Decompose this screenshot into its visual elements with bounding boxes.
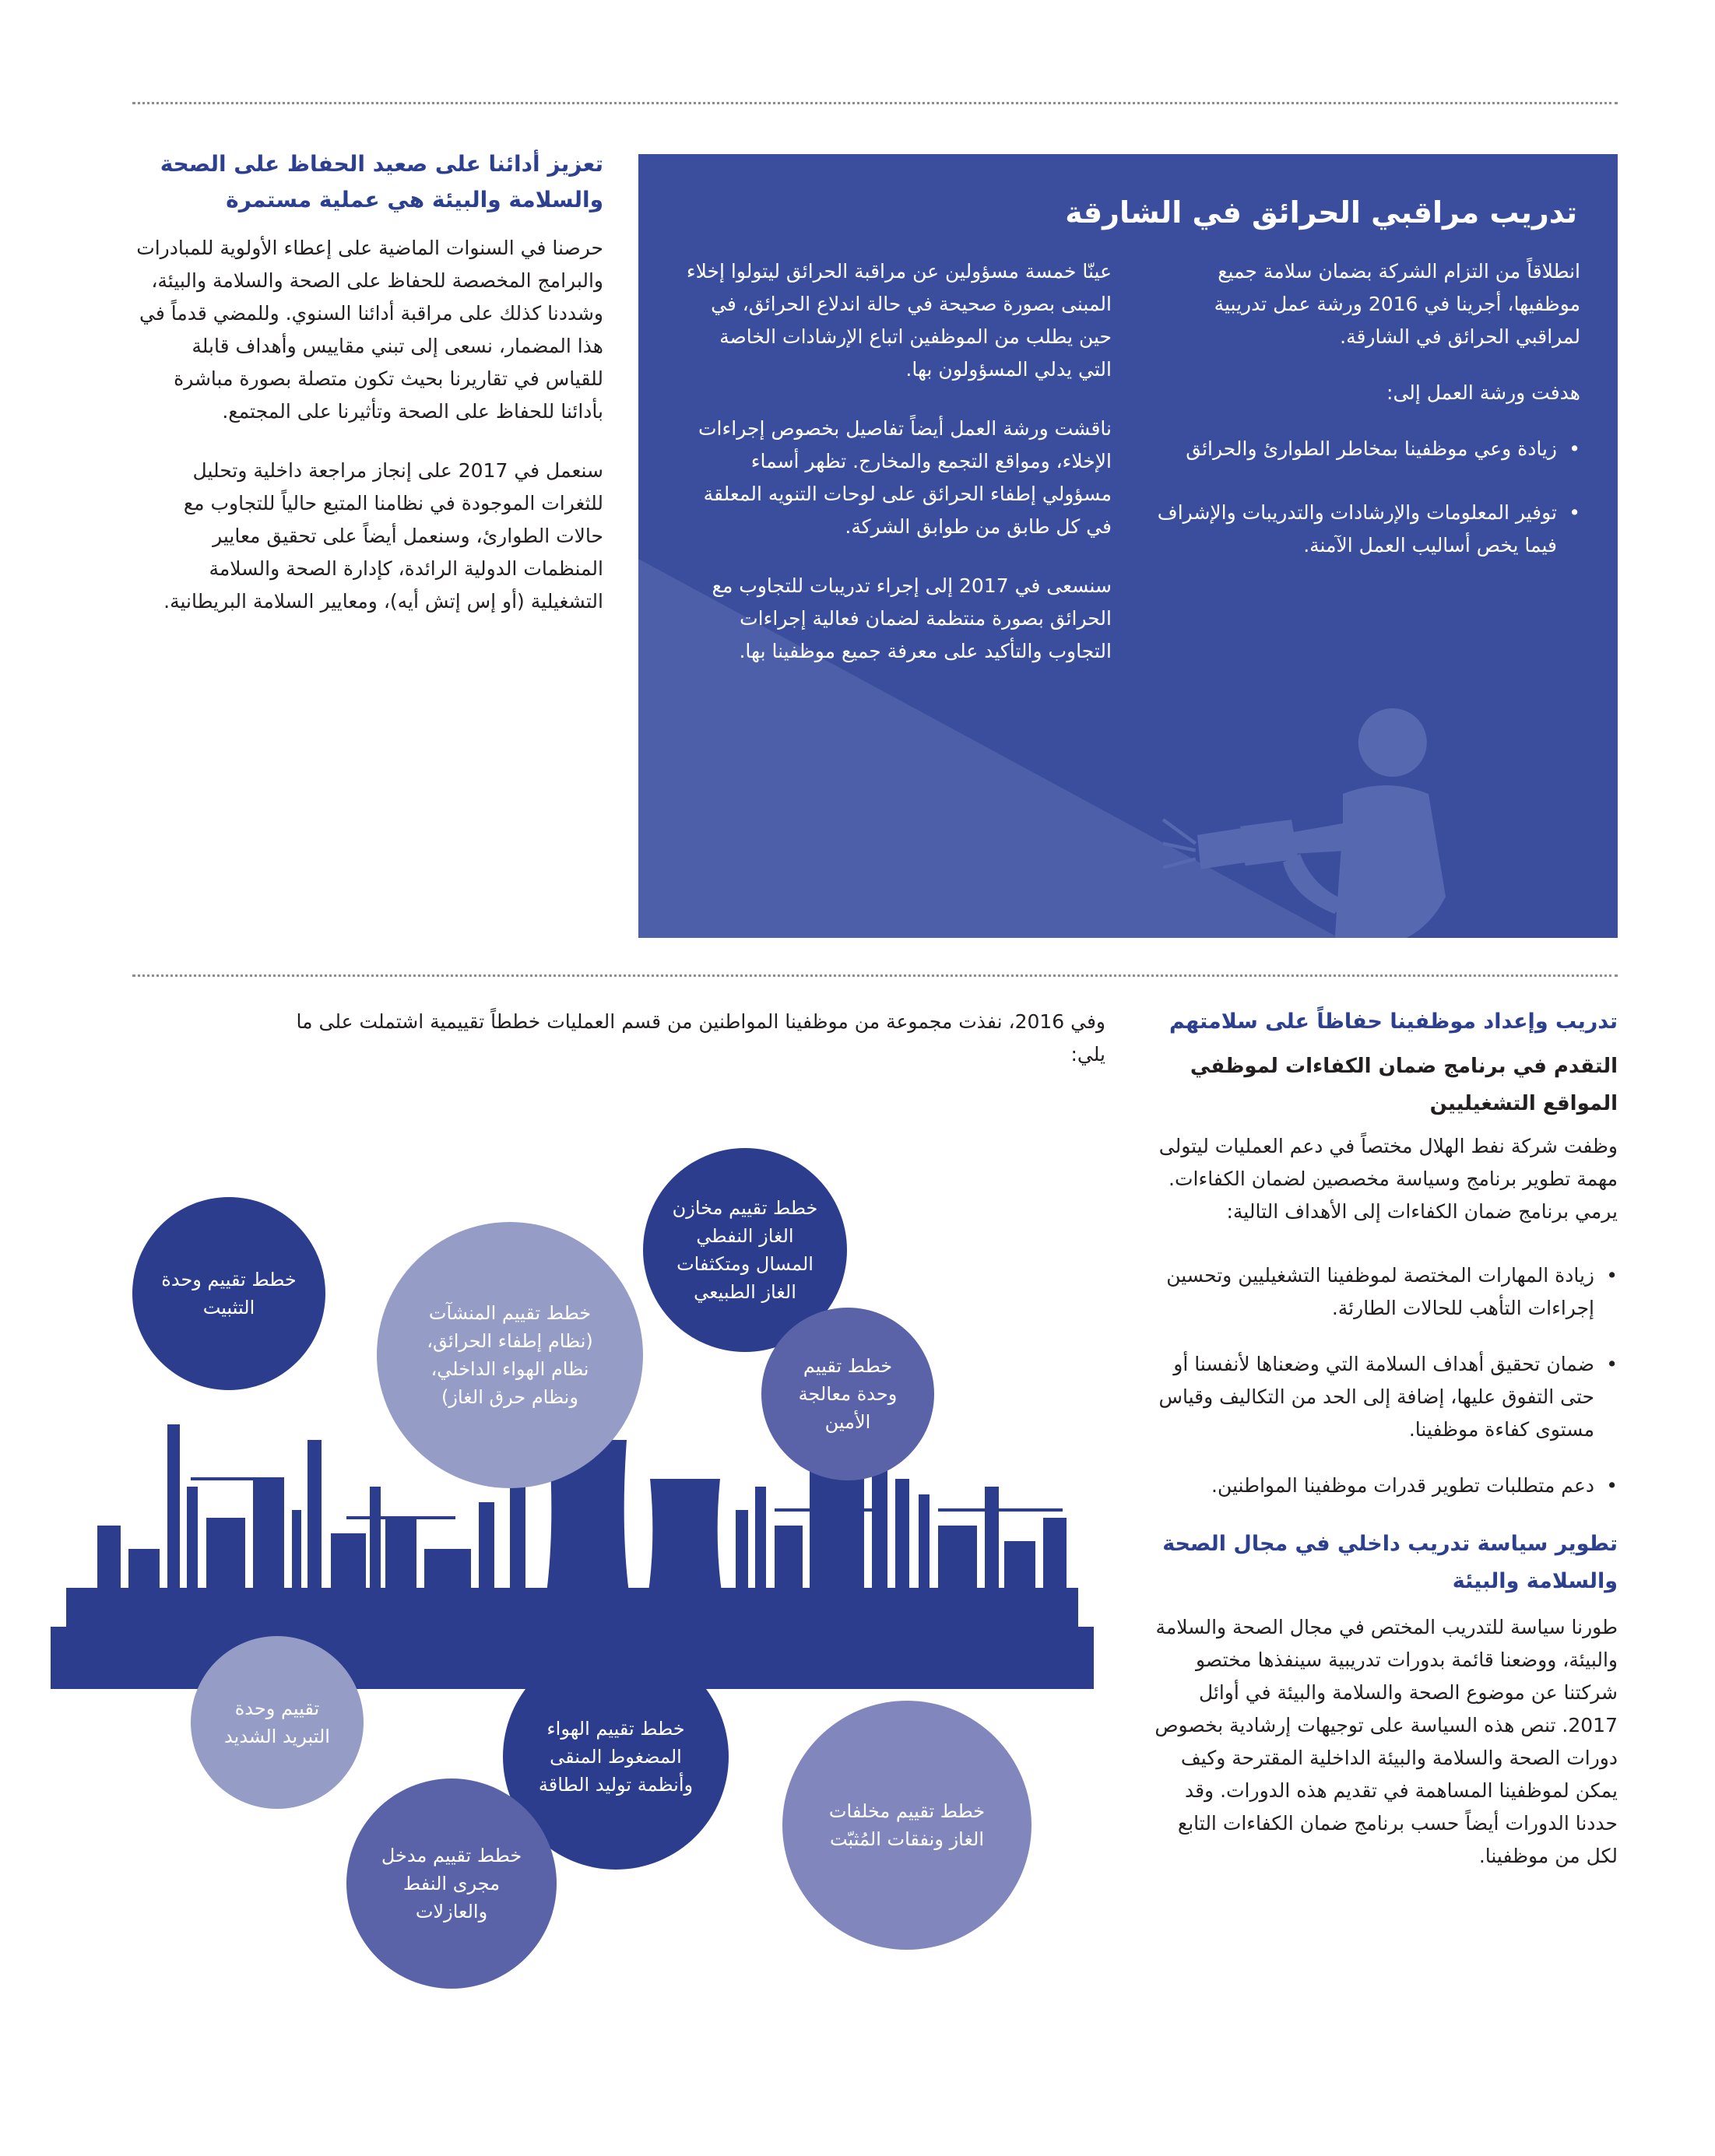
top-left-heading: تعزيز أدائنا على صعيد الحفاظ على الصحة والسلامة والبيئة هي عملية مستمرة: [160, 151, 603, 212]
panel-left-paragraph-1: عينّا خمسة مسؤولين عن مراقبة الحرائق ليتولوا إخلاء المبنى بصورة صحيحة في حالة اندلاع الحرائق، في حين يطلب من الموظفين اتباع الإرشادات الخاصة التي يدلي المسؤولون بها.: [686, 260, 1112, 381]
assessment-circle-gas-waste: خطط تقييم مخلفات الغاز ونفقات المُثبّت: [782, 1701, 1031, 1950]
policy-heading: تطوير سياسة تدريب داخلي في مجال الصحة والسلامة والبيئة: [1162, 1532, 1618, 1593]
top-left-paragraph-1: حرصنا في السنوات الماضية على إعطاء الأولوية للمبادرات والبرامج المخصصة للحفاظ على الصحة والسلامة والبيئة، وشددنا كذلك على مراقبة أدائنا السنوي. وللمضي قدماً في هذا المضمار، نسعى إلى تبني مقاييس وأهداف قابلة للقياس في تقاريرنا بحيث تكون متصلة بصورة مباشرة بأدائنا للحفاظ على الصحة وتأثيرنا على المجتمع.: [136, 237, 603, 423]
training-bullets: [1151, 1259, 1618, 1502]
fire-warden-panel: [638, 154, 1618, 938]
assessment-circle-cryogenic: تقييم وحدة التبريد الشديد: [191, 1636, 364, 1809]
panel-goal: هدفت ورشة العمل إلى:: [1386, 381, 1580, 404]
panel-left-paragraph-2: ناقشت ورشة العمل أيضاً تفاصيل بخصوص إجراءات الإخلاء، ومواقع التجمع والمخارج. تظهر أسماء مسؤولي إطفاء الحرائق على لوحات التنويه المعلقة في كل طابق من طوابق الشركة.: [698, 417, 1112, 538]
training-bullet: • دعم متطلبات تطوير قدرات موظفينا المواطنين.: [1151, 1470, 1618, 1502]
panel-right-column: [1152, 255, 1580, 584]
panel-bullet: • توفير المعلومات والإرشادات والتدريبات والإشراف فيما يخص أساليب العمل الآمنة.: [1152, 497, 1580, 562]
assessment-circle-oil-inlet: خطط تقييم مدخل مجرى النفط والعازلات: [346, 1779, 557, 1989]
assessment-circle-amine-unit: خطط تقييم وحدة معالجة الأمين: [761, 1308, 934, 1480]
top-left-section: [132, 146, 603, 618]
training-subheading: التقدم في برنامج ضمان الكفاءات لموظفي المواقع التشغيليين: [1190, 1055, 1618, 1115]
policy-paragraph: طورنا سياسة للتدريب المختص في مجال الصحة والسلامة والبيئة، ووضعنا قائمة بدورات تدريبية سينفذها مختصو شركتنا عن موضوع الصحة والسلامة والبيئة في أوائل 2017. تنص هذه السياسة على توجيهات إرشادية بخصوص دورات الصحة والسلامة والبيئة الداخلية المقترحة وكيف يمكن لموظفينا المساهمة في تقديم هذه الدورات. وقد حددنا الدورات أيضاً حسب برنامج ضمان الكفاءات التابع لكل من موظفينا.: [1154, 1616, 1618, 1867]
training-bullet: • زيادة المهارات المختصة لموظفينا التشغيليين وتحسين إجراءات التأهب للحالات الطارئة.: [1151, 1259, 1618, 1325]
panel-left-paragraph-3: سنسعى في 2017 إلى إجراء تدريبات للتجاوب مع الحرائق بصورة منتظمة لضمان فعالية إجراءات التجاوب والتأكيد على معرفة جميع موظفينا بها.: [712, 574, 1112, 662]
assessment-circle-compressed-air: خطط تقييم الهواء المضغوط المنقى وأنظمة توليد الطاقة: [503, 1644, 729, 1870]
training-paragraph: وظفت شركة نفط الهلال مختصاً في دعم العمليات ليتولى مهمة تطوير برنامج وسياسة مخصصين لضمان الكفاءات. يرمي برنامج ضمان الكفاءات إلى الأهداف التالية:: [1158, 1135, 1618, 1223]
top-left-paragraph-2: سنعمل في 2017 على إنجاز مراجعة داخلية وتحليل للثغرات الموجودة في نظامنا المتبع حالياً للتجاوب مع حالات الطوارئ، وسنعمل أيضاً على تحقيق معايير المنظمات الدولية الرائدة، كإدارة الصحة والسلامة التشغيلية (أو إس إتش أيه)، ومعايير السلامة البريطانية.: [163, 459, 603, 613]
training-heading: تدريب وإعداد موظفينا حفاظاً على سلامتهم: [1169, 1010, 1618, 1034]
firefighter-icon: [1156, 691, 1530, 938]
bottom-right-section: [1151, 1006, 1618, 1873]
top-divider: [132, 102, 1618, 104]
middle-divider: [132, 974, 1618, 977]
training-bullet: • ضمان تحقيق أهداف السلامة التي وضعناها لأنفسنا أو حتى التفوق عليها، إضافة إلى الحد من التكاليف وقياس مستوى كفاءة موظفينا.: [1151, 1348, 1618, 1446]
infographic-intro: وفي 2016، نفذت مجموعة من موظفينا المواطنين من قسم العمليات خططاً تقييمية اشتملت على ما يلي:: [296, 1010, 1105, 1066]
assessment-circle-stabilizer: خطط تقييم وحدة التثبيت: [132, 1197, 325, 1390]
panel-bullets: [1152, 433, 1580, 562]
assessment-circle-facilities: خطط تقييم المنشآت (نظام إطفاء الحرائق، نظام الهواء الداخلي، ونظام حرق الغاز): [377, 1222, 643, 1488]
panel-title: تدريب مراقبي الحرائق في الشارقة: [1065, 195, 1577, 230]
panel-bullet: • زيادة وعي موظفينا بمخاطر الطوارئ والحرائق: [1152, 433, 1580, 465]
assessment-circle-lpg-storage: خطط تقييم مخازن الغاز النفطي المسال ومتكثفات الغاز الطبيعي: [643, 1148, 847, 1352]
panel-intro: انطلاقاً من التزام الشركة بضمان سلامة جميع موظفيها، أجرينا في 2016 ورشة عمل تدريبية لمراقبي الحرائق في الشارقة.: [1214, 260, 1580, 348]
panel-left-column: [684, 255, 1112, 668]
